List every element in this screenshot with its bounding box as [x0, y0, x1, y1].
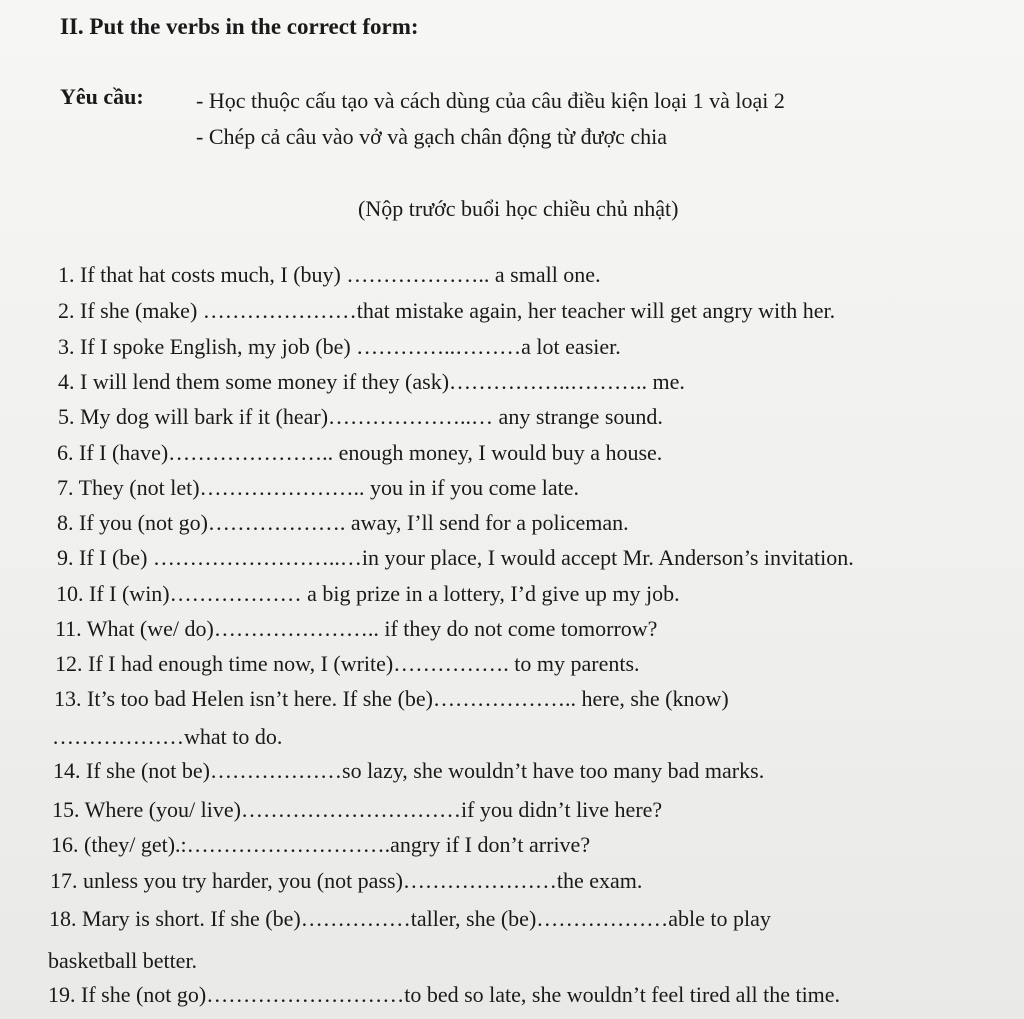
exercise-8: 8. If you (not go)………………. away, I’ll send for a policeman.	[57, 510, 629, 535]
exercise-17: 17. unless you try harder, you (not pass)…………………the exam.	[50, 868, 643, 893]
requirement-line-1: - Học thuộc cấu tạo và cách dùng của câu điều kiện loại 1 và loại 2	[196, 88, 785, 113]
exercise-18-continued: basketball better.	[48, 948, 198, 973]
exercise-12: 12. If I had enough time now, I (write)……………. to my parents.	[55, 651, 640, 676]
exercise-13: 13. It’s too bad Helen isn’t here. If she (be)……………….. here, she (know)	[54, 686, 729, 711]
exercise-4: 4. I will lend them some money if they (ask)……………..……….. me.	[58, 369, 685, 394]
exercise-2: 2. If she (make) …………………that mistake again, her teacher will get angry with her.	[58, 298, 836, 323]
exercise-9: 9. If I (be) ……………………..…in your place, I would accept Mr. Anderson’s invitation.	[57, 545, 854, 570]
exercise-5: 5. My dog will bark if it (hear)………………..… any strange sound.	[58, 404, 663, 429]
exercise-7: 7. They (not let)………………….. you in if you come late.	[57, 475, 580, 500]
exercise-14: 14. If she (not be)………………so lazy, she wouldn’t have too many bad marks.	[53, 758, 765, 783]
deadline-note: (Nộp trước buổi học chiều chủ nhật)	[358, 196, 679, 221]
exercise-18: 18. Mary is short. If she (be)……………taller, she (be)………………able to play	[49, 906, 771, 931]
exercise-13-continued: ………………what to do.	[52, 724, 283, 749]
requirements-label: Yêu cầu:	[60, 84, 144, 109]
requirement-line-2: - Chép cả câu vào vở và gạch chân động từ được chia	[196, 124, 668, 149]
exercise-16: 16. (they/ get).:……………………….angry if I don’t arrive?	[51, 832, 591, 857]
exercise-1: 1. If that hat costs much, I (buy) ……………….. a small one.	[58, 262, 601, 287]
exercise-15: 15. Where (you/ live)…………………………if you didn’t live here?	[52, 797, 663, 822]
exercise-11: 11. What (we/ do)………………….. if they do not come tomorrow?	[55, 616, 658, 641]
section-heading: II. Put the verbs in the correct form:	[60, 14, 419, 39]
exercise-3: 3. If I spoke English, my job (be) …………..………a lot easier.	[58, 334, 621, 359]
exercise-10: 10. If I (win)……………… a big prize in a lottery, I’d give up my job.	[56, 581, 680, 606]
exercise-6: 6. If I (have)………………….. enough money, I would buy a house.	[57, 440, 663, 465]
exercise-19: 19. If she (not go)………………………to bed so late, she wouldn’t feel tired all the time.	[48, 982, 841, 1007]
